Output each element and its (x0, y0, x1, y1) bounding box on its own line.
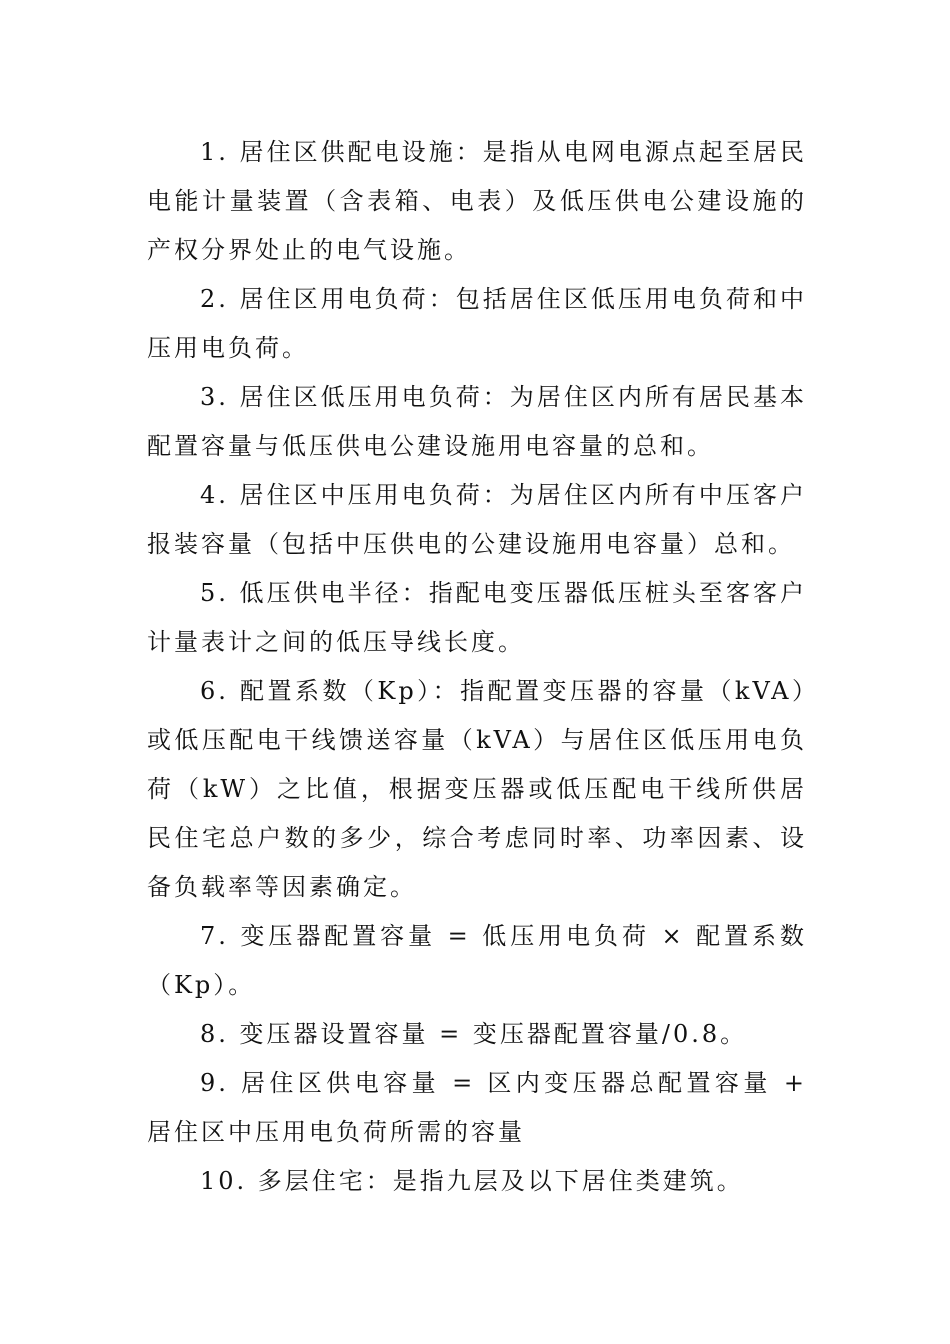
definition-paragraph-2: 2. 居住区用电负荷：包括居住区低压用电负荷和中压用电负荷。 (147, 285, 807, 362)
definition-paragraph-8: 8. 变压器设置容量 = 变压器配置容量/0.8。 (200, 1020, 748, 1048)
definition-paragraph-7: 7. 变压器配置容量 = 低压用电负荷 × 配置系数（Kp）。 (147, 922, 807, 999)
definition-paragraph-10: 10. 多层住宅：是指九层及以下居住类建筑。 (200, 1167, 744, 1195)
definition-paragraph-3: 3. 居住区低压用电负荷：为居住区内所有居民基本配置容量与低压供电公建设施用电容量的总和。 (147, 383, 807, 460)
definition-paragraph-9: 9. 居住区供电容量 = 区内变压器总配置容量 + 居住区中压用电负荷所需的容量 (147, 1069, 807, 1146)
definition-paragraph-5: 5. 低压供电半径：指配电变压器低压桩头至客客户计量表计之间的低压导线长度。 (147, 579, 807, 656)
definition-paragraph-4: 4. 居住区中压用电负荷：为居住区内所有中压客户报装容量（包括中压供电的公建设施用电容量）总和。 (147, 481, 807, 558)
document-body (147, 128, 807, 1206)
definition-paragraph-6: 6. 配置系数（Kp）：指配置变压器的容量（kVA）或低压配电干线馈送容量（kVA）与居住区低压用电负荷（kW）之比值，根据变压器或低压配电干线所供居民住宅总户数的多少，综合考虑同时率、功率因素、设备负载率等因素确定。 (147, 677, 807, 901)
definition-paragraph-1: 1. 居住区供配电设施：是指从电网电源点起至居民电能计量装置（含表箱、电表）及低压供电公建设施的产权分界处止的电气设施。 (147, 138, 807, 264)
